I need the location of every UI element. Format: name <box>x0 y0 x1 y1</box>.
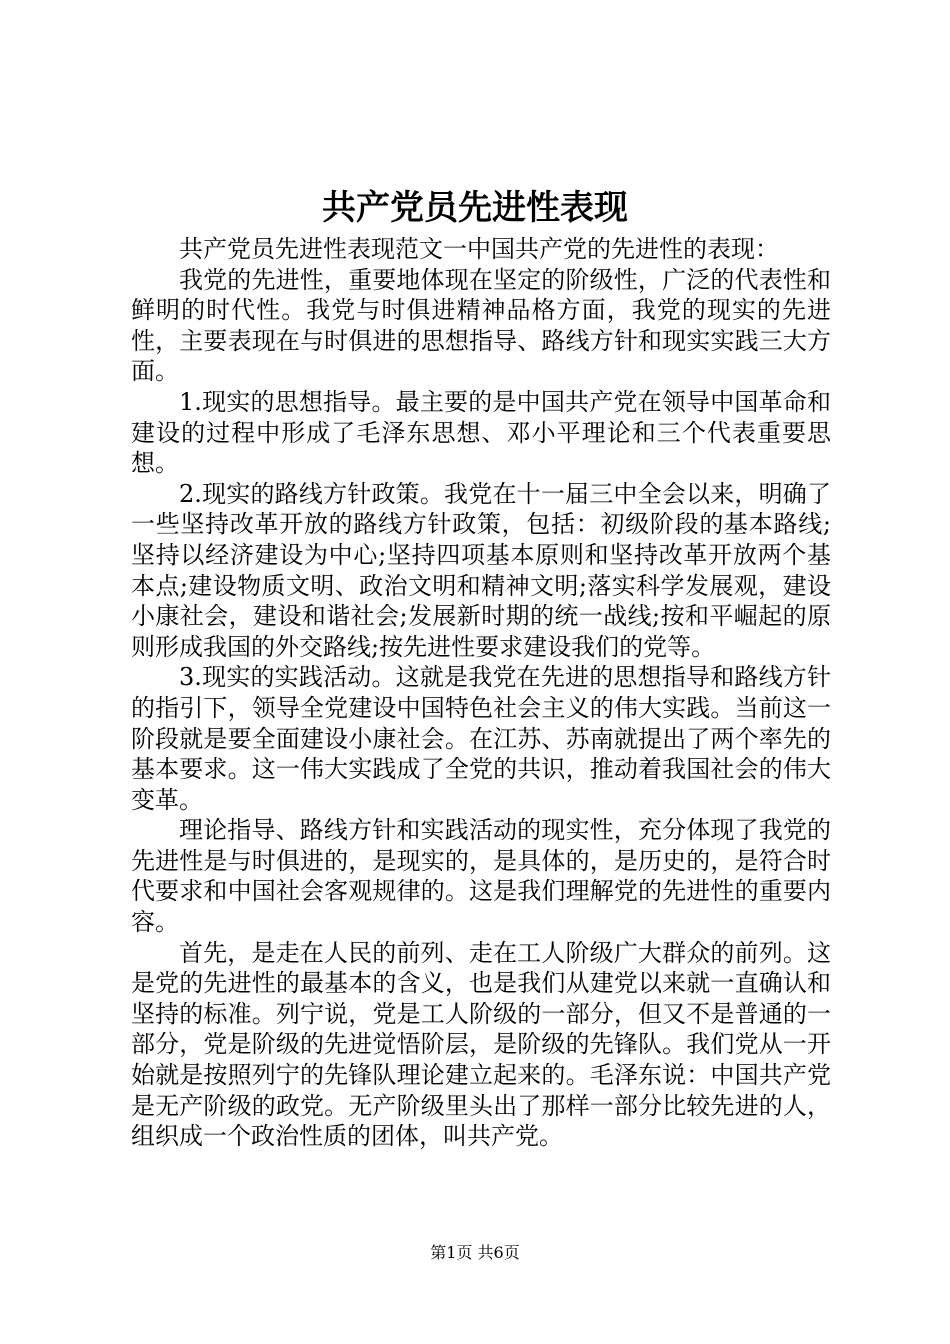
paragraph: 2.现实的路线方针政策。我党在十一届三中全会以来，明确了一些坚持改革开放的路线方针政策，包括：初级阶段的基本路线;坚持以经济建设为中心;坚持四项基本原则和坚持改革开放两个基本点;建设物质文明、政治文明和精神文明;落实科学发展观，建设小康社会，建设和谐社会;发展新时期的统一战线;按和平崛起的原则形成我国的外交路线;按先进性要求建设我们的党等。 <box>131 479 831 661</box>
document-title: 共产党员先进性表现 <box>322 188 628 228</box>
paragraph: 共产党员先进性表现范文一中国共产党的先进性的表现： <box>179 235 779 263</box>
paragraph: 3.现实的实践活动。这就是我党在先进的思想指导和路线方针的指引下，领导全党建设中国特色社会主义的伟大实践。当前这一阶段就是要全面建设小康社会。在江苏、苏南就提出了两个率先的基本要求。这一伟大实践成了全党的共识，推动着我国社会的伟大变革。 <box>131 663 831 814</box>
page-number-footer: 第1页 共6页 <box>430 1243 520 1262</box>
paragraph: 理论指导、路线方针和实践活动的现实性，充分体现了我党的先进性是与时俱进的，是现实的，是具体的，是历史的，是符合时代要求和中国社会客观规律的。这是我们理解党的先进性的重要内容。 <box>131 816 831 937</box>
paragraph: 1.现实的思想指导。最主要的是中国共产党在领导中国革命和建设的过程中形成了毛泽东思想、邓小平理论和三个代表重要思想。 <box>131 387 831 478</box>
document-body <box>131 234 831 1152</box>
paragraph: 首先，是走在人民的前列、走在工人阶级广大群众的前列。这是党的先进性的最基本的含义，也是我们从建党以来就一直确认和坚持的标准。列宁说，党是工人阶级的一部分，但又不是普通的一部分，党是阶级的先进觉悟阶层，是阶级的先锋队。我们党从一开始就是按照列宁的先锋队理论建立起来的。毛泽东说：中国共产党是无产阶级的政党。无产阶级里头出了那样一部分比较先进的人，组织成一个政治性质的团体，叫共产党。 <box>131 938 831 1151</box>
paragraph: 我党的先进性，重要地体现在坚定的阶级性，广泛的代表性和鲜明的时代性。我党与时俱进精神品格方面，我党的现实的先进性，主要表现在与时俱进的思想指导、路线方针和现实实践三大方面。 <box>131 265 831 386</box>
